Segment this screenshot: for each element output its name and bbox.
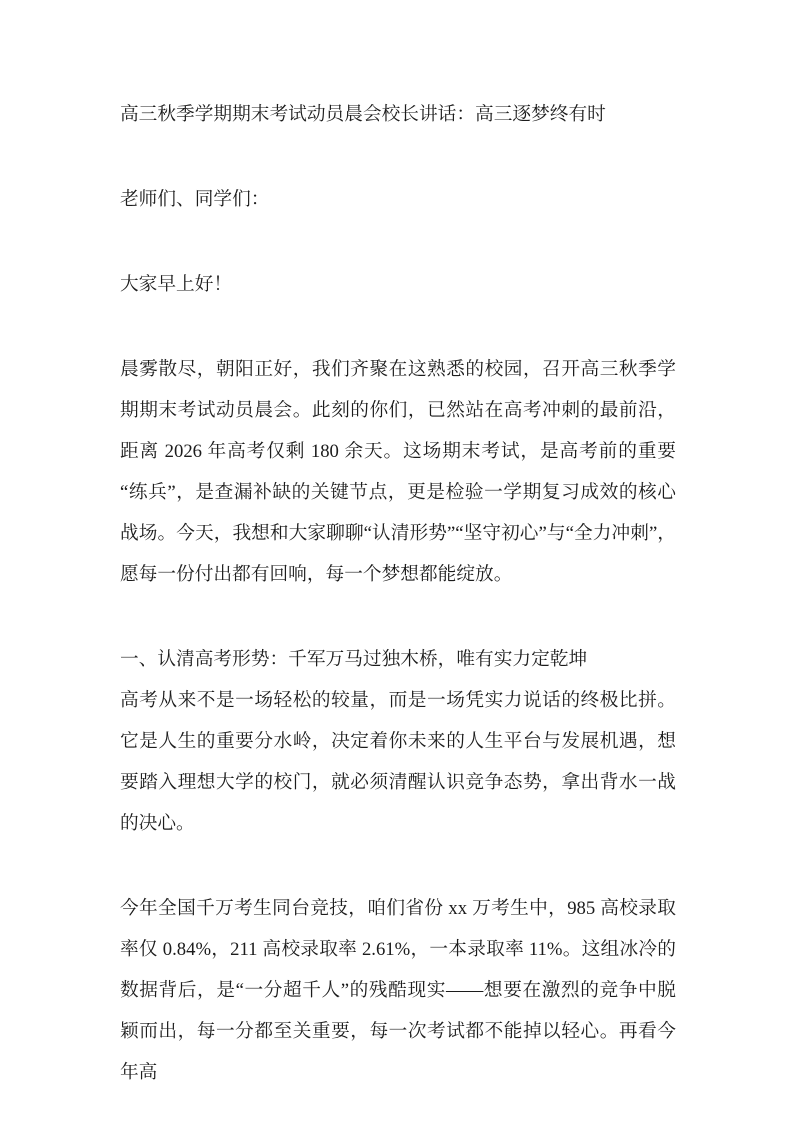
section-one-heading: 一、认清高考形势：千军万马过独木桥，唯有实力定乾坤 [120, 649, 588, 670]
intro-paragraph: 晨雾散尽，朝阳正好，我们齐聚在这熟悉的校园，召开高三秋季学期期末考试动员晨会。此刻的你们，已然站在高考冲刺的最前沿，距离 2026 年高考仅剩 180 余天。这场期末考试，是高考前的重要“练兵”，是查漏补缺的关键节点，更是检验一学期复习成效的核心战场。今天，我想和大家聊聊“认清形势”“坚守初心”与“全力冲刺”，愿每一份付出都有回响，每一个梦想都能绽放。 [120, 359, 676, 585]
statistics-paragraph: 今年全国千万考生同台竞技，咱们省份 xx 万考生中，985 高校录取率仅 0.84%，211 高校录取率 2.61%，一本录取率 11%。这组冰冷的数据背后，是“一分超千人”的残酷现实——想要在激烈的竞争中脱颖而出，每一分都至关重要，每一次考试都不能掉以轻心。再看今年高 [120, 898, 676, 1083]
document-title: 高三秋季学期期末考试动员晨会校长讲话：高三逐梦终有时 [120, 104, 606, 125]
greeting-line: 大家早上好！ [120, 274, 233, 295]
salutation-line: 老师们、同学们： [120, 189, 270, 210]
section-one-paragraph: 高考从来不是一场轻松的较量，而是一场凭实力说话的终极比拼。它是人生的重要分水岭，决定着你未来的人生平台与发展机遇，想要踏入理想大学的校门，就必须清醒认识竞争态势，拿出背水一战的决心。 [120, 690, 676, 834]
